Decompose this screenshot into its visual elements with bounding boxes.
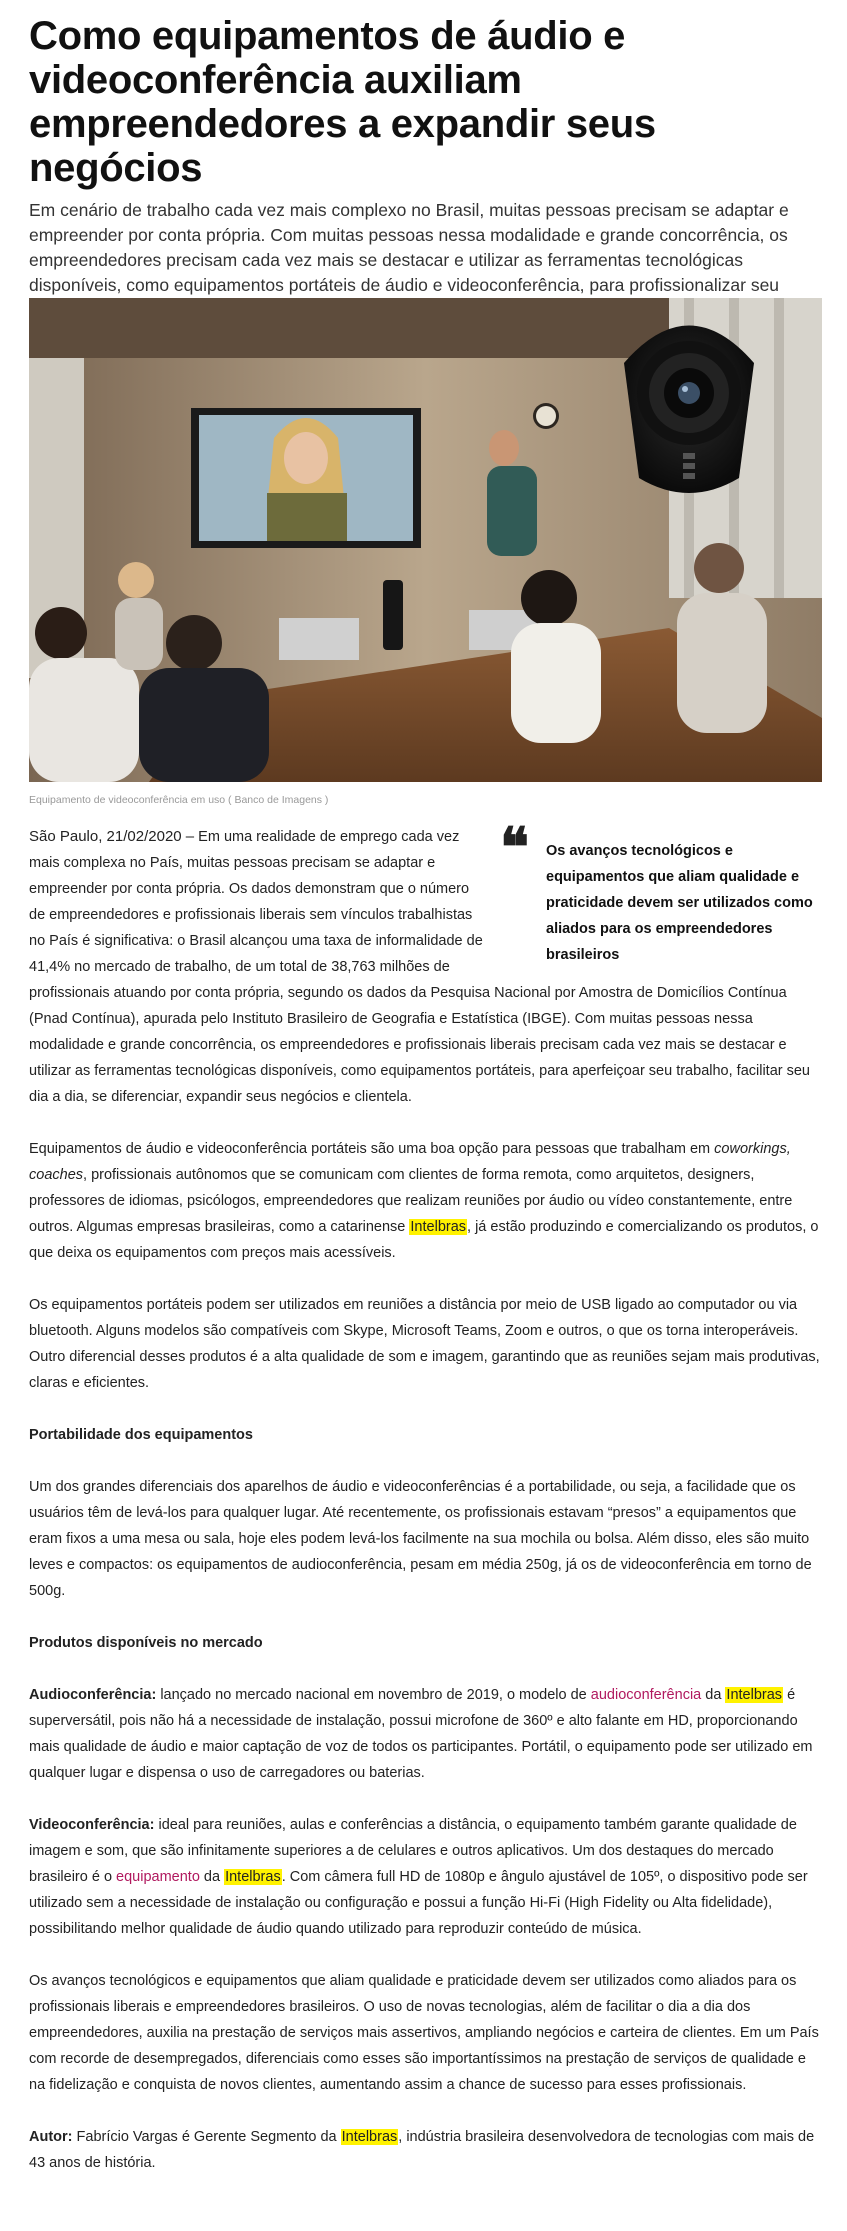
dateline: São Paulo, 21/02/2020 – [29,828,195,845]
paragraph-intro-text: Em uma realidade de emprego cada vez mais complexa no País, muitas pessoas precisam se adaptar e empreender por conta própria. Os dados demonstram que o número de empreendedores e profissionais liberais sem vínculos trabalhistas no País é significativa: o Brasil alcançou uma taxa de informalidade de 41,4% no mercado de trabalho, de um total de 38,763 milhões de profissionais atuando por conta própria, segundo os dados da Pesquisa Nacional por Amostra de Domicílios Contínua (Pnad Contínua), apurada pelo Instituto Brasileiro de Geografia e Estatística (IBGE). Com muitas pessoas nessa modalidade e grande concorrência, os empreendedores e profissionais liberais precisam cada vez mais se destacar e utilizar as ferramentas tecnológicas disponíveis, como equipamentos portáteis, para aperfeiçoar seu trabalho, facilitar seu dia a dia, se diferenciar, expandir seus negócios e clientela. [29,829,810,1105]
pull-quote [500,815,822,968]
brand-highlight: Intelbras [225,1869,281,1885]
audio-conference-link[interactable]: audioconferência [590,1687,702,1703]
paragraph-portable-users: Equipamentos de áudio e videoconferência portáteis são uma boa opção para pessoas que trabalham em coworkings, coaches, profissionais autônomos que se comunicam com clientes de forma remota, como arquitetos, designers, professores de idiomas, psicólogos, empreendedores que realizam reuniões por áudio ou vídeo constantemente, entre outros. Algumas empresas brasileiras, como a catarinense Intelbras, já estão produzindo e comercializando os produtos, o que deixa os equipamentos com preços mais acessíveis. [29,1141,819,1261]
article-body [29,815,822,2202]
lead-paragraph: Em cenário de trabalho cada vez mais complexo no Brasil, muitas pessoas precisam se adaptar e empreender por conta própria. Com muitas pessoas nessa modalidade e grande concorrência, os empreendedores precisam cada vez mais se destacar e utilizar as ferramentas tecnológicas disponíveis, como equipamentos portáteis de áudio e videoconferência, para profissionalizar seu [29,200,789,295]
section-title-products: Produtos disponíveis no mercado [29,1635,263,1651]
brand-highlight: Intelbras [726,1687,783,1703]
brand-highlight: Intelbras [341,2129,398,2145]
paragraph-author: Autor: Fabrício Vargas é Gerente Segmento da Intelbras, indústria brasileira desenvolvedora de tecnologias com mais de 43 anos de história. [29,2129,815,2171]
section-title-portability: Portabilidade dos equipamentos [29,1427,253,1443]
image-caption: Equipamento de videoconferência em uso ( Banco de Imagens ) [29,794,329,806]
quote-icon: ❝ [500,815,530,879]
article-header [29,14,822,323]
paragraph-video-conference: Videoconferência: ideal para reuniões, aulas e conferências a distância, o equipamento também garante qualidade de imagem e som, que são infinitamente superiores a de celulares e outros aplicativos. Um dos destaques do mercado brasileiro é o equipamento da Intelbras. Com câmera full HD de 1080p e ângulo ajustável de 105º, o dispositivo pode ser utilizado sem a necessidade de instalação ou configuração e possui a função Hi-Fi (High Fidelity ou Alta fidelidade), possibilitando melhor qualidade de áudio quando utilizado para reproduzir conteúdo de música. [29,1817,808,1937]
pull-quote-text: Os avanços tecnológicos e equipamentos que aliam qualidade e praticidade devem ser utilizados como aliados para os empreendedores brasileiros [546,843,813,963]
brand-highlight: Intelbras [410,1219,467,1235]
headline: Como equipamentos de áudio e videoconferência auxiliam empreendedores a expandir seus negócios [29,14,656,190]
paragraph-portability: Um dos grandes diferenciais dos aparelhos de áudio e videoconferências é a portabilidade, ou seja, a facilidade que os usuários têm de levá-los para qualquer lugar. Até recentemente, os profissionais estavam “presos” a equipamentos que eram fixos a uma mesa ou sala, hoje eles podem levá-los facilmente na sua mochila ou bolsa. Além disso, eles são muito leves e compactos: os equipamentos de audioconferência, pesam em média 250g, já os de videoconferência em torno de 500g. [29,1479,812,1599]
article-photo [29,298,822,782]
paragraph-conclusion: Os avanços tecnológicos e equipamentos que aliam qualidade e praticidade devem ser utilizados como aliados para os profissionais liberais e empreendedores brasileiros. O uso de novas tecnologias, além de facilitar o dia a dia dos empreendedores, auxilia na prestação de serviços mais assertivos, ampliando negócios e carteira de clientes. Em um País com recorde de desempregados, diferenciais como esses são importantíssimos na prestação de serviços de qualidade e na fidelização e conquista de novos clientes, aumentando assim a chance de sucesso para esses profissionais. [29,1973,819,2093]
paragraph-audio-conference: Audioconferência: lançado no mercado nacional em novembro de 2019, o modelo de audioconferência da Intelbras é superversátil, pois não há a necessidade de instalação, possui microfone de 360º e alto falante em HD, proporcionando mais qualidade de áudio e maior captação de voz de todos os participantes. Portátil, o equipamento pode ser utilizado em qualquer lugar e dispensa o uso de carregadores ou baterias. [29,1687,813,1781]
equipment-link[interactable]: equipamento [116,1869,200,1885]
paragraph-connectivity: Os equipamentos portáteis podem ser utilizados em reuniões a distância por meio de USB ligado ao computador ou via bluetooth. Alguns modelos são compatíveis com Skype, Microsoft Teams, Zoom e outros, o que os torna interoperáveis. Outro diferencial desses produtos é a alta qualidade de som e imagem, garantindo que as reuniões sejam mais produtivas, claras e eficientes. [29,1297,820,1391]
